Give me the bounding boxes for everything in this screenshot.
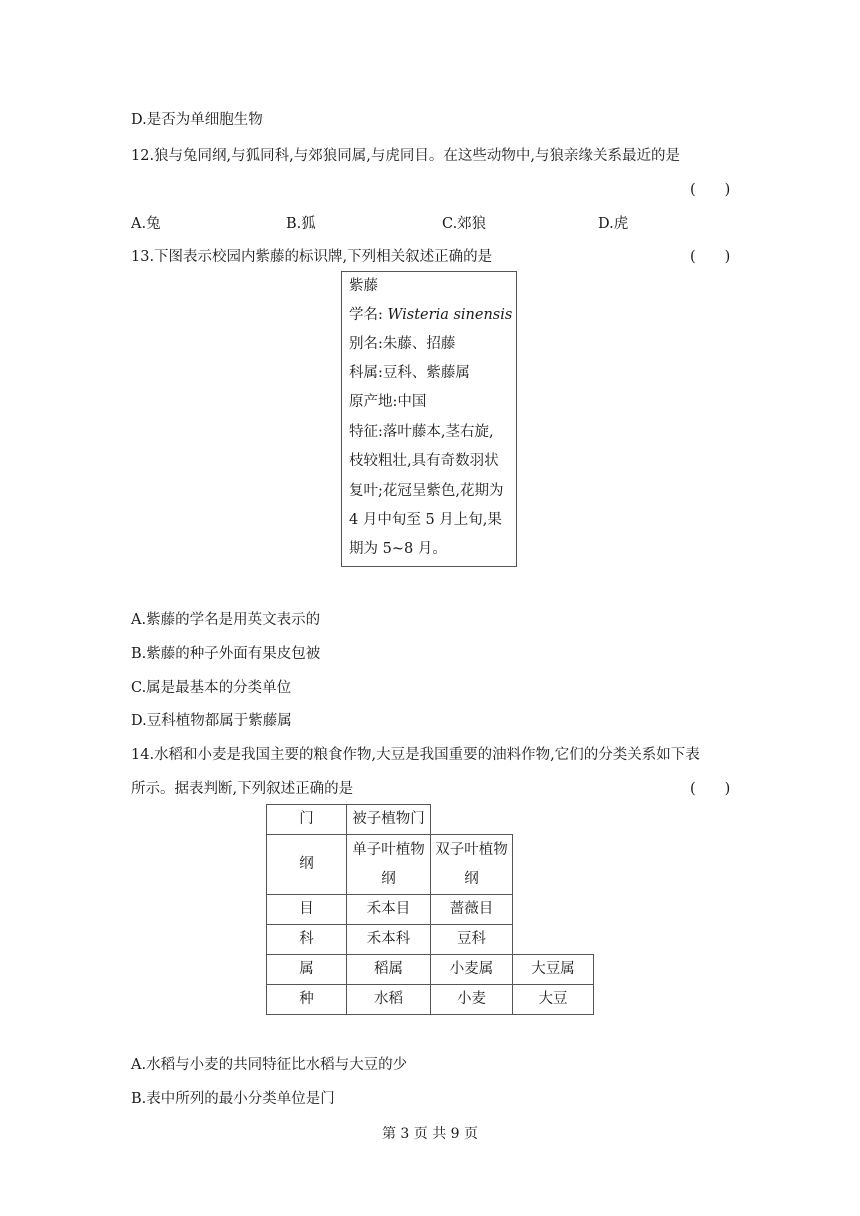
sign-alias: 别名:朱藤、招藤 bbox=[349, 336, 456, 352]
q13-option-a: A.紫藤的学名是用英文表示的 bbox=[131, 612, 321, 628]
class-monocot-line2: 纲 bbox=[381, 871, 396, 887]
sign-name: 紫藤 bbox=[349, 278, 378, 294]
q11-option-d: D.是否为单细胞生物 bbox=[131, 112, 263, 128]
sign-feature-line: 特征:落叶藤本,茎右旋, bbox=[349, 424, 494, 440]
q12-option-a: A.兔 bbox=[131, 216, 161, 232]
table-cell-species-wheat: 小麦 bbox=[430, 984, 513, 1015]
table-label-species: 种 bbox=[266, 984, 347, 1015]
wisteria-sign bbox=[341, 271, 517, 567]
table-label-order: 目 bbox=[266, 894, 347, 925]
q13-stem: 13.下图表示校园内紫藤的标识牌,下列相关叙述正确的是 bbox=[131, 249, 493, 265]
table-cell-genus-wheat: 小麦属 bbox=[430, 954, 513, 985]
q12-option-b: B.狐 bbox=[286, 216, 316, 232]
table-label-phylum: 门 bbox=[266, 804, 347, 835]
table-cell-genus-rice: 稻属 bbox=[346, 954, 431, 985]
q12-answer-paren: ( ) bbox=[690, 182, 731, 198]
table-cell-family-dicot: 豆科 bbox=[430, 924, 513, 955]
q14-option-b: B.表中所列的最小分类单位是门 bbox=[131, 1091, 335, 1107]
table-label-class: 纲 bbox=[266, 834, 347, 895]
class-dicot-line1: 双子叶植物 bbox=[435, 842, 508, 858]
sign-scientific-prefix: 学名: bbox=[349, 307, 388, 323]
table-cell-species-soybean: 大豆 bbox=[512, 984, 594, 1015]
sign-feature-line: 枝较粗壮,具有奇数羽状 bbox=[349, 453, 499, 469]
sign-feature-line: 4 月中旬至 5 月上旬,果 bbox=[349, 512, 502, 528]
q13-option-c: C.属是最基本的分类单位 bbox=[131, 680, 292, 696]
table-cell-family-monocot: 禾本科 bbox=[346, 924, 431, 955]
table-label-family: 科 bbox=[266, 924, 347, 955]
table-cell-phylum: 被子植物门 bbox=[346, 804, 431, 835]
sign-origin: 原产地:中国 bbox=[349, 394, 427, 410]
table-cell-class-dicot bbox=[430, 834, 513, 895]
class-monocot-line1: 单子叶植物 bbox=[352, 842, 425, 858]
table-cell-order-dicot: 蔷薇目 bbox=[430, 894, 513, 925]
q14-option-a: A.水稻与小麦的共同特征比水稻与大豆的少 bbox=[131, 1057, 408, 1073]
q13-answer-paren: ( ) bbox=[690, 249, 731, 265]
q12-option-c: C.郊狼 bbox=[442, 216, 487, 232]
table-label-genus: 属 bbox=[266, 954, 347, 985]
q13-option-b: B.紫藤的种子外面有果皮包被 bbox=[131, 646, 321, 662]
sign-feature-line: 复叶;花冠呈紫色,花期为 bbox=[349, 483, 504, 499]
q14-stem-line2: 所示。据表判断,下列叙述正确的是 bbox=[131, 781, 354, 797]
page-footer: 第 3 页 共 9 页 bbox=[381, 1126, 479, 1142]
sign-feature-line: 期为 5~8 月。 bbox=[349, 541, 447, 557]
class-dicot-line2: 纲 bbox=[464, 871, 479, 887]
table-cell-species-rice: 水稻 bbox=[346, 984, 431, 1015]
table-cell-class-monocot bbox=[346, 834, 431, 895]
table-cell-genus-soybean: 大豆属 bbox=[512, 954, 594, 985]
q14-stem-line1: 14.水稻和小麦是我国主要的粮食作物,大豆是我国重要的油料作物,它们的分类关系如下表 bbox=[131, 747, 700, 763]
q12-stem: 12.狼与兔同纲,与狐同科,与郊狼同属,与虎同目。在这些动物中,与狼亲缘关系最近的是 bbox=[131, 148, 680, 164]
q13-option-d: D.豆科植物都属于紫藤属 bbox=[131, 713, 292, 729]
sign-latin-name: Wisteria sinensis bbox=[387, 307, 513, 323]
table-cell-order-monocot: 禾本目 bbox=[346, 894, 431, 925]
sign-scientific-name bbox=[349, 308, 512, 323]
sign-family-genus: 科属:豆科、紫藤属 bbox=[349, 365, 470, 381]
q12-option-d: D.虎 bbox=[598, 216, 629, 232]
q14-answer-paren: ( ) bbox=[690, 781, 731, 797]
